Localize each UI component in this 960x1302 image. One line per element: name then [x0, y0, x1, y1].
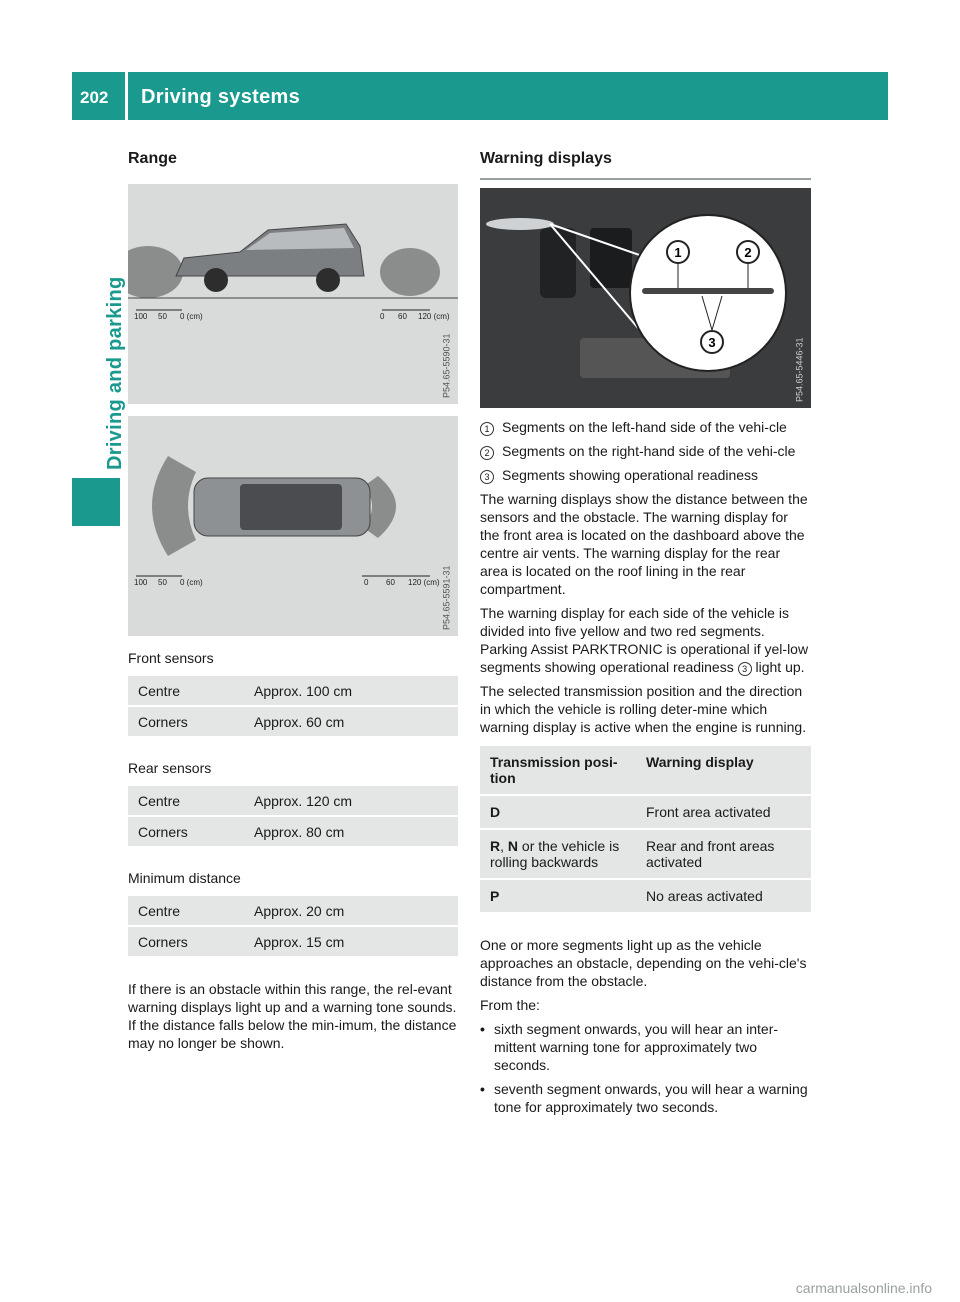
rear-wheel — [316, 268, 340, 292]
front-sensors-label: Front sensors — [128, 650, 214, 666]
bullet-text: sixth segment onwards, you will hear an inter-mittent warning tone for approximately two seconds. — [494, 1021, 779, 1073]
warning-displays-heading: Warning displays — [480, 150, 811, 180]
row-value: Approx. 60 cm — [244, 707, 458, 736]
row-key — [480, 796, 636, 828]
row-value: Approx. 15 cm — [244, 927, 458, 956]
header-divider — [125, 72, 128, 120]
row-key: Centre — [128, 896, 244, 925]
warning-paragraph-3: The selected transmission position and the direction in which the vehicle is rolling deter-mine which warning display is active when the engine is running. — [480, 683, 807, 735]
range-top-view-figure — [128, 416, 458, 636]
gear-r: R — [490, 838, 501, 854]
legend-text: Segments on the right-hand side of the vehi-cle — [502, 443, 796, 459]
gear-p: P — [490, 888, 500, 904]
list-item — [480, 1080, 811, 1116]
side-tab-block — [72, 478, 120, 526]
side-tab-label: Driving and parking — [104, 276, 126, 470]
paragraph-text: The warning display for each side of the vehicle is divided into five yellow and two red segments. Parking Assist PARKTRONIC is operational if yel-low segments showing operational readiness — [480, 605, 809, 675]
scale-left-100: 100 — [134, 578, 148, 587]
gear-n: N — [507, 838, 519, 854]
legend-list — [480, 418, 811, 484]
warning-paragraph-5: From the: — [480, 997, 540, 1013]
callout-1: 1 — [674, 245, 682, 260]
scale-left-0: 0 (cm) — [180, 312, 203, 321]
scale-right-120: 120 (cm) — [418, 312, 450, 321]
figure-code: P54.65-5590-31 — [442, 333, 452, 398]
row-key: Centre — [128, 676, 244, 705]
table-row — [128, 817, 458, 846]
top-view-illustration — [128, 416, 458, 636]
front-sensors-table — [128, 674, 458, 738]
left-column — [128, 150, 458, 1058]
row-value: Approx. 20 cm — [244, 896, 458, 925]
row-value: Approx. 100 cm — [244, 676, 458, 705]
table-row — [128, 707, 458, 736]
scale-left-100: 100 — [134, 312, 148, 321]
bullet-icon: • — [480, 1081, 485, 1097]
row-value: Approx. 120 cm — [244, 786, 458, 815]
transmission-table — [480, 744, 811, 914]
scale-right-60: 60 — [398, 312, 407, 321]
rear-sensors-table — [128, 784, 458, 848]
minimum-distance-label: Minimum distance — [128, 870, 241, 886]
table-row — [128, 896, 458, 925]
warning-paragraph-1: The warning displays show the distance between the sensors and the obstacle. The warning display for the front area is located on the dashboard above the centre air vents. The warning display for the rear area is located on the roof lining in the rear compartment. — [480, 491, 808, 597]
figure-code: P54.65-5446-31 — [795, 337, 805, 402]
warning-display-figure — [480, 188, 811, 408]
paragraph-text: light up. — [755, 659, 805, 675]
legend-number: 1 — [480, 422, 494, 436]
table-header-row — [480, 746, 811, 794]
right-column — [480, 150, 811, 1122]
header-transmission: Transmission posi-tion — [480, 746, 636, 794]
warning-display-strip — [486, 218, 554, 230]
list-item — [480, 1020, 811, 1074]
bullet-icon: • — [480, 1021, 485, 1037]
rear-detection-zone — [380, 248, 440, 296]
minimum-distance-table — [128, 894, 458, 958]
legend-item — [480, 466, 811, 484]
table-row — [128, 927, 458, 956]
front-detection-zone — [152, 456, 196, 556]
range-heading: Range — [128, 150, 177, 167]
row-value: No areas activated — [636, 880, 811, 912]
scale-right-0: 0 — [364, 578, 369, 587]
row-value: Approx. 80 cm — [244, 817, 458, 846]
gear-d: D — [490, 804, 501, 820]
legend-item — [480, 418, 811, 436]
table-row — [480, 880, 811, 912]
callout-2: 2 — [744, 245, 752, 260]
callout-3: 3 — [708, 335, 716, 350]
table-row — [128, 676, 458, 705]
warning-paragraph-2 — [480, 604, 811, 676]
legend-text: Segments showing operational readiness — [502, 467, 759, 483]
front-detection-zone — [128, 246, 183, 298]
row-value: Rear and front areas activated — [636, 830, 811, 878]
inline-number: 3 — [738, 662, 752, 676]
row-key: Corners — [128, 817, 244, 846]
row-key — [480, 880, 636, 912]
row-value: Front area activated — [636, 796, 811, 828]
warning-paragraph-4: One or more segments light up as the vehicle approaches an obstacle, depending on the vehi-cle's distance from the obstacle. — [480, 937, 807, 989]
scale-right-60: 60 — [386, 578, 395, 587]
row-key: Centre — [128, 786, 244, 815]
scale-right-120: 120 (cm) — [408, 578, 440, 587]
car-roof — [240, 484, 342, 530]
dashboard-illustration — [480, 188, 811, 408]
car-windows — [246, 228, 354, 250]
separator: , — [500, 838, 508, 854]
legend-item — [480, 442, 811, 460]
page-number: 202 — [80, 88, 109, 107]
table-row — [128, 786, 458, 815]
side-view-illustration — [128, 184, 458, 404]
scale-left-0: 0 (cm) — [180, 578, 203, 587]
table-row — [480, 830, 811, 878]
legend-text: Segments on the left-hand side of the vehi-cle — [502, 419, 787, 435]
bullet-text: seventh segment onwards, you will hear a warning tone for approximately two seconds. — [494, 1081, 808, 1115]
scale-right-0: 0 — [380, 312, 385, 321]
air-vent — [540, 228, 576, 298]
row-key-rest: or the vehicle is rolling backwards — [490, 838, 620, 870]
row-key: Corners — [128, 707, 244, 736]
chapter-title: Driving systems — [141, 86, 301, 108]
legend-number: 2 — [480, 446, 494, 460]
scale-left-50: 50 — [158, 312, 167, 321]
table-row — [480, 796, 811, 828]
range-paragraph: If there is an obstacle within this range, the rel-evant warning displays light up and a warning tone sounds. If the distance falls below the min-imum, the distance may no longer be shown. — [128, 981, 457, 1051]
segment-bar — [642, 288, 774, 294]
scale-left-50: 50 — [158, 578, 167, 587]
row-key — [480, 830, 636, 878]
row-key: Corners — [128, 927, 244, 956]
range-side-view-figure — [128, 184, 458, 404]
rear-sensors-label: Rear sensors — [128, 760, 212, 776]
figure-code: P54.65-5591-31 — [442, 565, 452, 630]
footer-watermark: carmanualsonline.info — [795, 1280, 932, 1296]
front-wheel — [204, 268, 228, 292]
legend-number: 3 — [480, 470, 494, 484]
header-warning-display: Warning display — [636, 746, 811, 794]
